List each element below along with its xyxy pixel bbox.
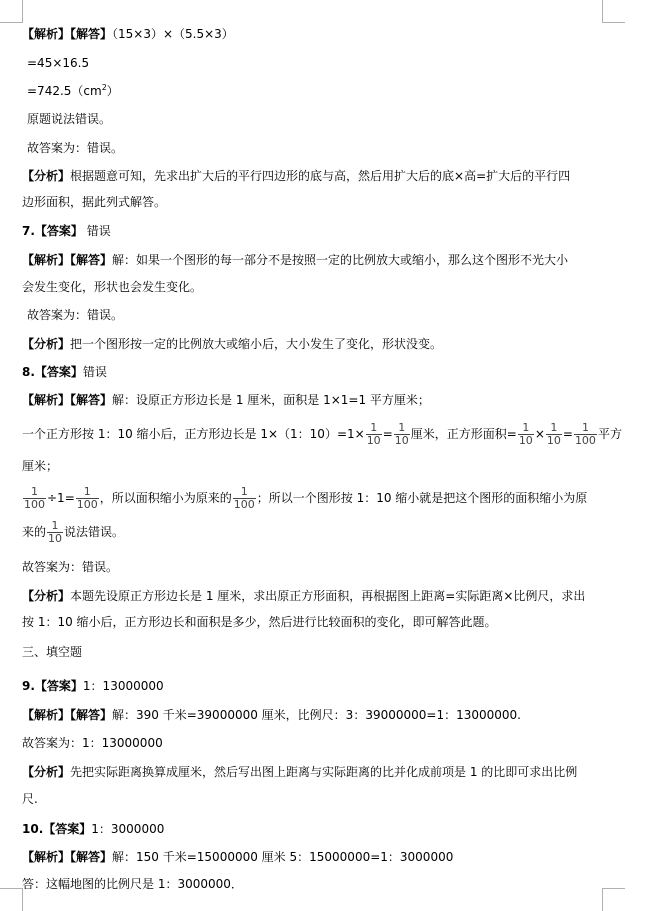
q7-answer: 故答案为：错误。 (27, 308, 124, 322)
text: 先把实际距离换算成厘米，然后写出图上距离与实际距离的比并化成前项是 1 的比即可求出比例 (70, 765, 578, 779)
numerator: 1 (581, 421, 589, 434)
fraction-1-100 (574, 422, 597, 447)
text: 一个正方形按 1：10 缩小后，正方形边长是 1×（1：10）=1× (22, 427, 365, 441)
numerator: 1 (240, 485, 248, 498)
q8-analysis-line-1 (22, 391, 430, 409)
fraction-1-100 (233, 486, 256, 511)
fraction-1-10 (546, 422, 562, 447)
numerator: 1 (522, 421, 530, 434)
denominator: 10 (518, 434, 533, 447)
denominator: 100 (574, 434, 596, 447)
denominator: 10 (394, 434, 409, 447)
q10-answer-heading (22, 820, 164, 838)
q6-calc-line-2: =45×16.5 (27, 56, 90, 70)
text: 厘米，正方形面积= (410, 427, 517, 441)
superscript: 2 (101, 83, 107, 92)
text: = (562, 427, 573, 441)
crop-mark-bottom-left (0, 888, 23, 911)
answer-value: 错误 (82, 224, 111, 238)
q6-conclusion: 原题说法错误。 (27, 112, 112, 126)
answer-value: 1：13000000 (82, 679, 164, 693)
denominator: 100 (24, 498, 45, 511)
fraction-1-10 (518, 422, 534, 447)
fraction-1-10 (394, 422, 410, 447)
denominator: 10 (546, 434, 561, 447)
q9-comment-line-2: 尺. (22, 792, 38, 806)
q8-analysis-line-5 (22, 520, 124, 545)
q10-analysis (22, 848, 453, 866)
q8-answer: 故答案为：错误。 (22, 560, 119, 574)
q8-answer-heading (22, 363, 107, 381)
text: 解：390 千米=39000000 厘米，比例尺：3：39000000=1：13000000. (112, 708, 521, 722)
label-tag: 【解析】【解答】 (22, 393, 113, 407)
q6-answer: 故答案为：错误。 (27, 141, 124, 155)
text: ；所以一个图形按 1：10 缩小就是把这个图形的面积缩小为原 (256, 491, 588, 505)
answer-tag: 9.【答案】 (22, 679, 83, 693)
q7-analysis-line-2: 会发生变化，形状也会发生变化。 (22, 280, 203, 294)
numerator: 1 (31, 485, 38, 498)
label-tag: 【分析】 (22, 765, 71, 779)
label-tag: 【分析】 (22, 589, 71, 603)
text: 说法错误。 (64, 525, 125, 539)
text: 平方 (597, 427, 622, 441)
q6-comment-line-2: 边形面积，据此列式解答。 (22, 195, 167, 209)
q9-analysis (22, 706, 521, 724)
text: ） (106, 84, 119, 98)
text: = (382, 427, 393, 441)
fraction-1-10 (366, 422, 382, 447)
text: 本题先设原正方形边长是 1 厘米，求出原正方形面积，再根据图上距离=实际距离×比例尺，求出 (70, 589, 586, 603)
label-tag: 【分析】 (22, 169, 71, 183)
q9-answer: 故答案为：1：13000000 (22, 736, 163, 750)
answer-tag: 10.【答案】 (22, 822, 92, 836)
q8-analysis-line-2 (22, 422, 622, 447)
text: 来的 (22, 525, 47, 539)
text: 解：150 千米=15000000 厘米 5：15000000=1：3000000 (112, 850, 454, 864)
label-tag: 【解析】【解答】 (22, 253, 113, 267)
fraction-1-10 (47, 520, 63, 545)
q7-comment (22, 335, 442, 353)
text: 解：设原正方形边长是 1 厘米，面积是 1×1=1 平方厘米； (112, 393, 430, 407)
q7-analysis-line-1 (22, 251, 568, 269)
numerator: 1 (398, 421, 406, 434)
numerator: 1 (370, 421, 378, 434)
answer-value: 错误 (82, 365, 107, 379)
label-tag: 【解析】【解答】 (22, 27, 113, 41)
q6-calc-line-3 (27, 82, 119, 100)
text: ，所以面积缩小为原来的 (99, 491, 232, 505)
q6-analysis-line-1 (22, 25, 234, 43)
q9-answer-heading (22, 677, 164, 695)
q9-comment-line-1 (22, 763, 577, 781)
crop-mark-bottom-right (602, 888, 625, 911)
numerator: 1 (550, 421, 558, 434)
text: ÷1= (47, 491, 75, 505)
text: =742.5（cm (27, 84, 102, 98)
text: 把一个图形按一定的比例放大或缩小后，大小发生了变化，形状没变。 (70, 337, 443, 351)
answer-tag: 8.【答案】 (22, 365, 83, 379)
q6-comment-line-1 (22, 167, 570, 185)
answer-value: 1：3000000 (91, 822, 165, 836)
q7-answer-heading (22, 222, 111, 240)
q10-answer: 答：这幅地图的比例尺是 1：3000000． (22, 877, 243, 891)
text: 根据题意可知，先求出扩大后的平行四边形的底与高，然后用扩大后的底×高=扩大后的平行四 (70, 169, 571, 183)
text: 解：如果一个图形的每一部分不是按照一定的比例放大或缩小，那么这个图形不光大小 (112, 253, 569, 267)
denominator: 100 (233, 498, 255, 511)
fraction-1-100 (76, 486, 99, 511)
q8-analysis-line-3: 厘米； (22, 459, 59, 473)
label-tag: 【解析】【解答】 (22, 850, 113, 864)
crop-mark-top-left (0, 0, 23, 23)
numerator: 1 (83, 485, 91, 498)
answer-tag: 7.【答案】 (22, 224, 83, 238)
denominator: 100 (76, 498, 98, 511)
denominator: 10 (48, 532, 63, 545)
q8-analysis-line-4 (22, 486, 587, 511)
section-heading-fill-in: 三、填空题 (22, 645, 83, 659)
denominator: 10 (366, 434, 381, 447)
q8-comment-line-1 (22, 587, 585, 605)
text: × (534, 427, 545, 441)
crop-mark-top-right (602, 0, 625, 23)
q8-comment-line-2: 按 1：10 缩小后，正方形边长和面积是多少，然后进行比较面积的变化，即可解答此题。 (22, 615, 497, 629)
numerator: 1 (51, 519, 59, 532)
label-tag: 【解析】【解答】 (22, 708, 113, 722)
text: （15×3）×（5.5×3） (112, 27, 234, 41)
label-tag: 【分析】 (22, 337, 71, 351)
fraction-1-100 (23, 486, 46, 511)
